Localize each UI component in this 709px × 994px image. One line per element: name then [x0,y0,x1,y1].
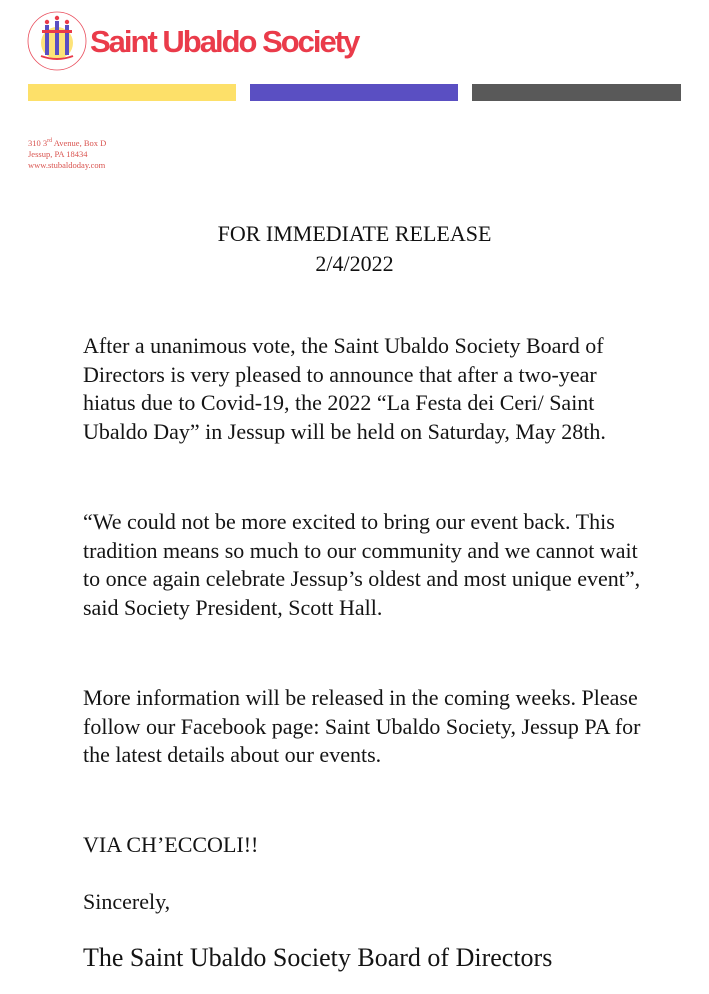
body-paragraph-3: More information will be released in the coming weeks. Please follow our Facebook page: Saint Ubaldo Society, Jessup PA for the latest details about our events. [83,685,641,767]
letterhead-logo [26,10,366,80]
address-line-city: Jessup, PA 18434 [28,148,88,159]
body-paragraph-2: “We could not be more excited to bring our event back. This tradition means so much to our community and we cannot wait to once again celebrate Jessup’s oldest and most unique event”, said Society President, Scott Hall. [83,509,641,620]
release-header [0,219,709,279]
release-heading: FOR IMMEDIATE RELEASE [217,221,492,246]
release-date: 2/4/2022 [315,251,394,276]
body-paragraph-4: VIA CH’ECCOLI!! [83,832,259,857]
org-name-wordmark: Saint Ubaldo Society [90,24,359,59]
purple-stripe [250,84,458,101]
letterhead-address [28,136,106,171]
address-line-street: 310 3rd Avenue, Box D [28,137,107,148]
body-paragraph-1: After a unanimous vote, the Saint Ubaldo Society Board of Directors is very pleased to announce that after a two-year hiatus due to Covid-19, the 2022 “La Festa dei Ceri/ Saint Ubaldo Day” in Jessup will be held on Saturday, May 28th. [83,333,606,444]
closing-salutation: Sincerely, [83,889,171,914]
address-line-website[interactable]: www.stubaldoday.com [28,159,106,170]
gray-stripe [472,84,681,101]
color-stripe-bars [28,84,681,101]
signature-line: The Saint Ubaldo Society Board of Directors [83,943,553,972]
yellow-stripe [28,84,236,101]
society-seal-icon [26,10,88,72]
